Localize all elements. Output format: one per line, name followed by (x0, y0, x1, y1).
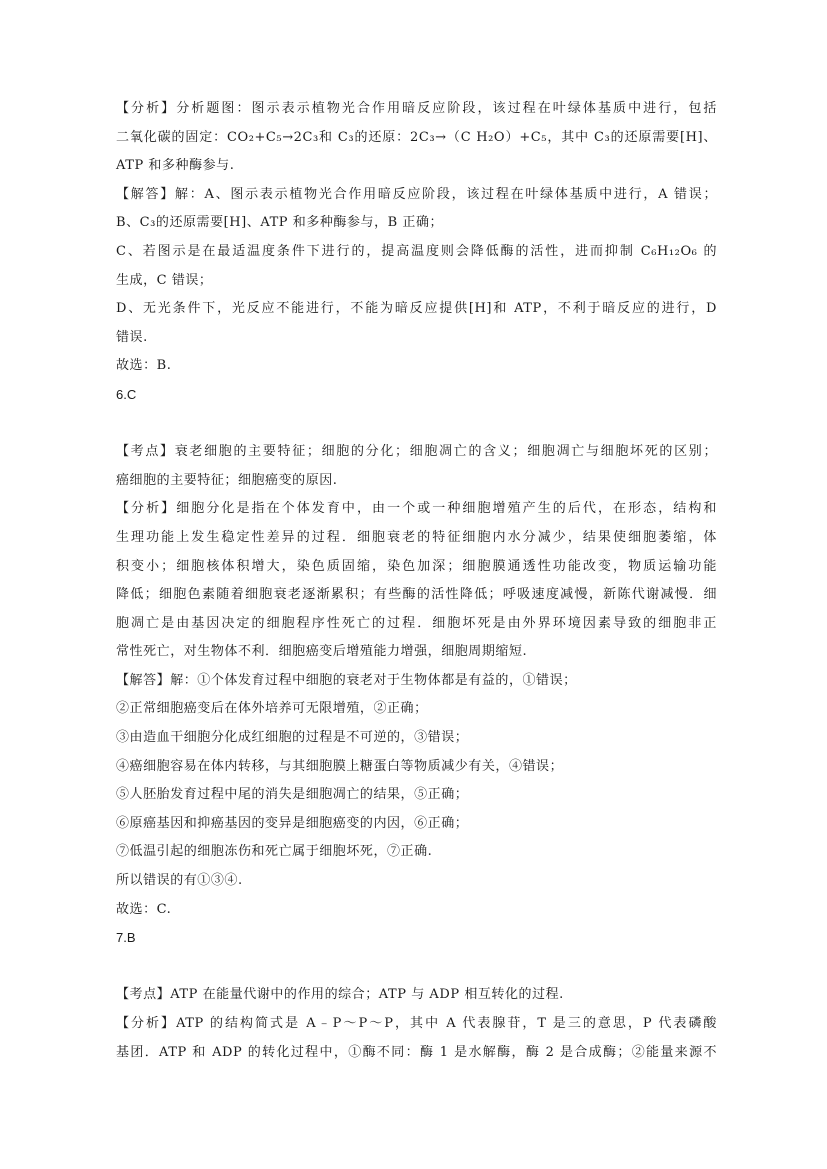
text-line: 【分析】分析题图：图示表示植物光合作用暗反应阶段，该过程在叶绿体基质中进行，包括 (116, 101, 717, 116)
text-line: 生成，C 错误； (116, 272, 213, 288)
text-line: 二氧化碳的固定：CO₂+C₅→2C₃和 C₃的还原：2C₃→（C H₂O）+C₅，其中 C₃的还原需要[H]、 (116, 129, 717, 145)
text-line: 【分析】ATP 的结构简式是 A﹣P～P～P，其中 A 代表腺苷，T 是三的意思，P 代表磷酸 (116, 1016, 717, 1031)
q6-analysis (116, 495, 717, 667)
q5-answer (116, 181, 717, 353)
text-line: D、无光条件下，光反应不能进行，不能为暗反应提供[H]和 ATP，不利于暗反应的进行，D (116, 301, 717, 317)
q6-answer (116, 667, 717, 896)
text-line: 所以错误的有①③④. (116, 873, 243, 889)
text-line: ③由造血干细胞分化成红细胞的过程是不可逆的，③错误； (116, 730, 469, 746)
text-line: 【解答】解：①个体发育过程中细胞的衰老对于生物体都是有益的，①错误； (116, 672, 577, 688)
q5-choice: 故选：B. (116, 358, 172, 374)
text-line: 积变小；细胞核体积增大，染色质固缩，染色加深；细胞膜通透性功能改变，物质运输功能 (116, 558, 717, 574)
text-line: 【考点】衰老细胞的主要特征；细胞的分化；细胞凋亡的含义；细胞凋亡与细胞坏死的区别； (116, 444, 717, 460)
q6-number: 6.C (116, 386, 137, 402)
text-line: ②正常细胞癌变后在体外培养可无限增殖，②正确； (116, 701, 428, 717)
text-line: 生理功能上发生稳定性差异的过程．细胞衰老的特征细胞内水分减少，结果使细胞萎缩，体 (116, 529, 717, 545)
text-line: 癌细胞的主要特征；细胞癌变的原因. (116, 472, 338, 488)
q7-kaodian (116, 981, 717, 1010)
spacer (116, 953, 717, 982)
q5-analysis (116, 95, 717, 181)
text-line: 【分析】细胞分化是指在个体发育中，由一个或一种细胞增殖产生的后代，在形态，结构和 (116, 501, 717, 517)
text-line: ⑦低温引起的细胞冻伤和死亡属于细胞坏死，⑦正确. (116, 844, 433, 860)
q7-number: 7.B (116, 930, 136, 946)
text-line: 【解答】解：A、图示表示植物光合作用暗反应阶段，该过程在叶绿体基质中进行，A 错误； (116, 186, 717, 202)
text-line: 基团．ATP 和 ADP 的转化过程中，①酶不同：酶 1 是水解酶，酶 2 是合成酶；②能量来源不 (116, 1044, 717, 1060)
text-line: 常性死亡，对生物体不利．细胞癌变后增殖能力增强，细胞周期缩短. (116, 644, 528, 660)
spacer (116, 410, 717, 439)
q6-kaodian (116, 438, 717, 495)
text-line: ATP 和多种酶参与. (116, 158, 235, 174)
q6-choice: 故选：C. (116, 901, 172, 917)
text-line: 降低；细胞色素随着细胞衰老逐渐累积；有些酶的活性降低；呼吸速度减慢，新陈代谢减慢．细 (116, 587, 717, 603)
text-line: 胞凋亡是由基因决定的细胞程序性死亡的过程．细胞坏死是由外界环境因素导致的细胞非正 (116, 615, 717, 631)
q7-analysis (116, 1010, 717, 1067)
text-line: C、若图示是在最适温度条件下进行的，提高温度则会降低酶的活性，进而抑制 C₆H₁₂O₆ 的 (116, 243, 717, 259)
text-line: ⑤人胚胎发育过程中尾的消失是细胞凋亡的结果，⑤正确； (116, 787, 469, 803)
text-line: ⑥原癌基因和抑癌基因的变异是细胞癌变的内因，⑥正确； (116, 815, 469, 831)
text-line: B、C₃的还原需要[H]、ATP 和多种酶参与，B 正确； (116, 215, 444, 231)
text-line: ④癌细胞容易在体内转移，与其细胞膜上糖蛋白等物质减少有关，④错误； (116, 758, 564, 774)
text-line: 【考点】ATP 在能量代谢中的作用的综合；ATP 与 ADP 相互转化的过程. (116, 987, 564, 1003)
text-line: 错误. (116, 329, 148, 345)
